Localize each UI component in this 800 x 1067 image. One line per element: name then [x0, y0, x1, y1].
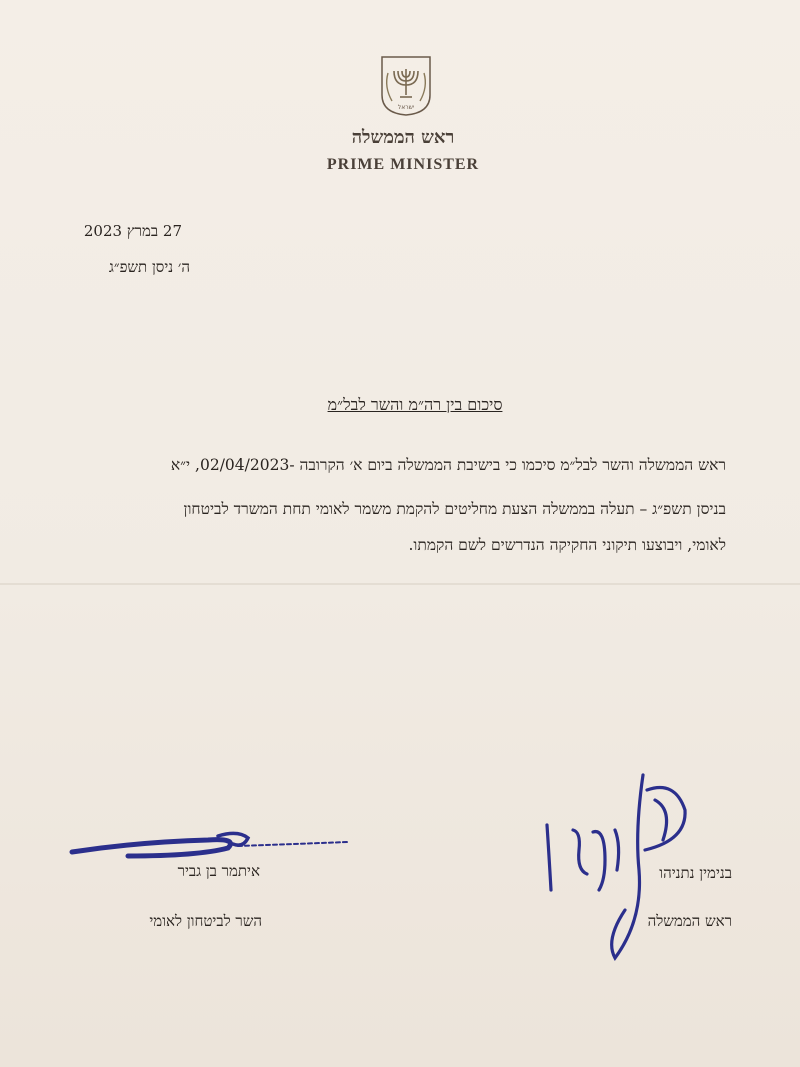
- ben-gvir-title: השר לביטחון לאומי: [149, 912, 262, 930]
- hebrew-date: ה׳ ניסן תשפ״ג: [108, 258, 190, 276]
- netanyahu-title: ראש הממשלה: [647, 912, 732, 930]
- body-line-2: בניסן תשפ״ג – תעלה בממשלה הצעת מחליטים להקמת משמר לאומי תחת המשרד לביטחון: [183, 500, 726, 518]
- emblem-text: ישראל: [397, 104, 415, 111]
- letterhead-title-english: PRIME MINISTER: [326, 156, 480, 173]
- letterhead-title-hebrew: ראש הממשלה: [351, 127, 455, 148]
- paper-fold: [0, 583, 800, 585]
- letter-subject: סיכום בין רה״מ והשר לבל״מ: [327, 395, 503, 414]
- body-line-1: ראש הממשלה והשר לבל״מ סיכמו כי בישיבת הממשלה ביום א׳ הקרובה -02/04/2023, י״א: [170, 456, 726, 474]
- body-line-3: לאומי, ויבוצעו תיקוני החקיקה הנדרשים לשם הקמתו.: [408, 536, 726, 554]
- netanyahu-name: בנימין נתניהו: [659, 864, 732, 882]
- menorah-emblem-icon: [378, 55, 434, 117]
- gregorian-date: 27 במרץ 2023: [83, 222, 182, 240]
- ben-gvir-name: איתמר בן גביר: [177, 862, 260, 880]
